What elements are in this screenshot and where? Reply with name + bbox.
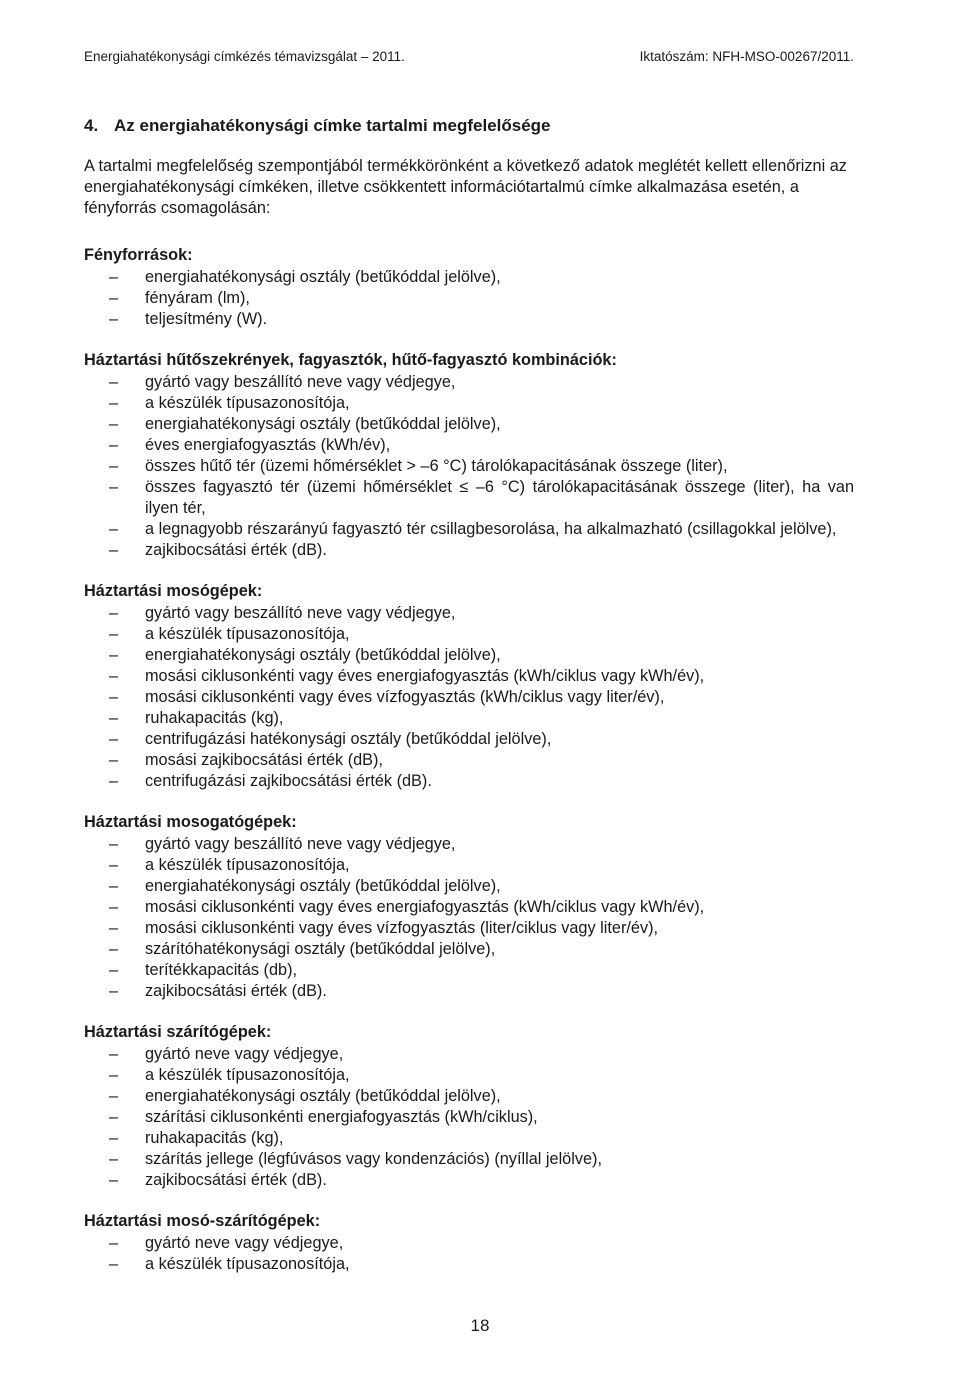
- dash-bullet: –: [109, 709, 119, 727]
- list-item-text: gyártó vagy beszállító neve vagy védjegye,: [145, 604, 456, 622]
- list-item-text: gyártó vagy beszállító neve vagy védjegye,: [145, 373, 456, 391]
- product-group: [84, 350, 854, 561]
- list-item: [84, 414, 854, 435]
- list-item: [84, 267, 854, 288]
- list-item: [84, 1254, 854, 1275]
- list-item: [84, 624, 854, 645]
- dash-bullet: –: [109, 625, 119, 643]
- list-item: [84, 750, 854, 771]
- dash-bullet: –: [109, 751, 119, 769]
- list-item-text: fényáram (lm),: [145, 289, 250, 307]
- group-title: Háztartási hűtőszekrények, fagyasztók, hűtő-fagyasztó kombinációk:: [84, 351, 617, 369]
- list-item-text: mosási zajkibocsátási érték (dB),: [145, 751, 383, 769]
- dash-bullet: –: [109, 268, 119, 286]
- intro-paragraph: A tartalmi megfelelőség szempontjából termékkörönként a következő adatok meglétét kellett ellenőrizni az energiahatékonysági címkéken, illetve csökkentett információtartalmú címke alkalmazása esetén, a fényforrás csomagolásán:: [84, 157, 847, 217]
- group-item-list: [84, 603, 854, 792]
- dash-bullet: –: [109, 1255, 119, 1273]
- dash-bullet: –: [109, 856, 119, 874]
- group-title: Háztartási szárítógépek:: [84, 1023, 272, 1041]
- dash-bullet: –: [109, 1150, 119, 1168]
- dash-bullet: –: [109, 940, 119, 958]
- section-number: 4.: [84, 116, 99, 135]
- list-item-text: szárítás jellege (légfúvásos vagy kondenzációs) (nyíllal jelölve),: [145, 1150, 602, 1168]
- list-item: [84, 666, 854, 687]
- requirement-groups: [84, 245, 854, 1275]
- page-header: [84, 49, 854, 64]
- group-title: Háztartási mosogatógépek:: [84, 813, 297, 831]
- list-item: [84, 960, 854, 981]
- dash-bullet: –: [109, 1171, 119, 1189]
- list-item: [84, 1065, 854, 1086]
- list-item: [84, 435, 854, 456]
- dash-bullet: –: [109, 961, 119, 979]
- list-item: [84, 855, 854, 876]
- list-item: [84, 288, 854, 309]
- product-group: [84, 812, 854, 1002]
- list-item: [84, 372, 854, 393]
- list-item: [84, 309, 854, 330]
- page-number: 18: [470, 1316, 490, 1335]
- list-item: [84, 1170, 854, 1191]
- list-item: [84, 1233, 854, 1254]
- dash-bullet: –: [109, 982, 119, 1000]
- list-item: [84, 1044, 854, 1065]
- header-reference-number: Iktatószám: NFH-MSO-00267/2011.: [639, 49, 854, 64]
- group-title: Háztartási mosó-szárítógépek:: [84, 1212, 321, 1230]
- dash-bullet: –: [109, 877, 119, 895]
- group-item-list: [84, 834, 854, 1002]
- list-item-text: a készülék típusazonosítója,: [145, 625, 350, 643]
- list-item: [84, 687, 854, 708]
- list-item-text: a készülék típusazonosítója,: [145, 1066, 350, 1084]
- list-item-text: a készülék típusazonosítója,: [145, 1255, 350, 1273]
- dash-bullet: –: [109, 1108, 119, 1126]
- list-item: [84, 771, 854, 792]
- list-item: [84, 393, 854, 414]
- dash-bullet: –: [109, 541, 119, 559]
- list-item: [84, 1086, 854, 1107]
- list-item: [84, 834, 854, 855]
- list-item: [84, 456, 854, 477]
- section-heading: [84, 116, 854, 136]
- product-group: [84, 245, 854, 330]
- list-item: [84, 477, 854, 519]
- list-item: [84, 981, 854, 1002]
- dash-bullet: –: [109, 646, 119, 664]
- list-item: [84, 1107, 854, 1128]
- list-item-text: a legnagyobb részarányú fagyasztó tér csillagbesorolása, ha alkalmazható (csillagokkal jelölve),: [145, 520, 837, 538]
- list-item: [84, 939, 854, 960]
- dash-bullet: –: [109, 604, 119, 622]
- dash-bullet: –: [109, 436, 119, 454]
- dash-bullet: –: [109, 1129, 119, 1147]
- list-item-text: a készülék típusazonosítója,: [145, 394, 350, 412]
- list-item-text: mosási ciklusonkénti vagy éves energiafogyasztás (kWh/ciklus vagy kWh/év),: [145, 667, 705, 685]
- dash-bullet: –: [109, 373, 119, 391]
- list-item: [84, 540, 854, 561]
- product-group: [84, 1211, 854, 1275]
- list-item: [84, 603, 854, 624]
- dash-bullet: –: [109, 1045, 119, 1063]
- dash-bullet: –: [109, 457, 119, 475]
- product-group: [84, 1022, 854, 1191]
- dash-bullet: –: [109, 1066, 119, 1084]
- dash-bullet: –: [109, 310, 119, 328]
- dash-bullet: –: [109, 520, 119, 538]
- list-item-text: gyártó neve vagy védjegye,: [145, 1045, 344, 1063]
- dash-bullet: –: [109, 730, 119, 748]
- list-item-text: centrifugázási hatékonysági osztály (betűkóddal jelölve),: [145, 730, 552, 748]
- list-item: [84, 1149, 854, 1170]
- list-item-text: mosási ciklusonkénti vagy éves energiafogyasztás (kWh/ciklus vagy kWh/év),: [145, 898, 705, 916]
- list-item-text: energiahatékonysági osztály (betűkóddal jelölve),: [145, 877, 501, 895]
- dash-bullet: –: [109, 1087, 119, 1105]
- list-item: [84, 1128, 854, 1149]
- list-item: [84, 876, 854, 897]
- list-item-text: zajkibocsátási érték (dB).: [145, 982, 327, 1000]
- dash-bullet: –: [109, 1234, 119, 1252]
- dash-bullet: –: [109, 772, 119, 790]
- dash-bullet: –: [109, 415, 119, 433]
- list-item-text: energiahatékonysági osztály (betűkóddal jelölve),: [145, 646, 501, 664]
- dash-bullet: –: [109, 667, 119, 685]
- list-item: [84, 519, 854, 540]
- list-item: [84, 918, 854, 939]
- list-item-text: gyártó neve vagy védjegye,: [145, 1234, 344, 1252]
- dash-bullet: –: [109, 919, 119, 937]
- list-item-text: mosási ciklusonkénti vagy éves vízfogyasztás (liter/ciklus vagy liter/év),: [145, 919, 659, 937]
- dash-bullet: –: [109, 394, 119, 412]
- list-item: [84, 897, 854, 918]
- page-content: [84, 116, 854, 1295]
- list-item-text: szárítási ciklusonkénti energiafogyasztás (kWh/ciklus),: [145, 1108, 538, 1126]
- dash-bullet: –: [109, 688, 119, 706]
- list-item-text: mosási ciklusonkénti vagy éves vízfogyasztás (kWh/ciklus vagy liter/év),: [145, 688, 665, 706]
- dash-bullet: –: [109, 289, 119, 307]
- dash-bullet: –: [109, 478, 119, 496]
- list-item-text: gyártó vagy beszállító neve vagy védjegye,: [145, 835, 456, 853]
- list-item-text: energiahatékonysági osztály (betűkóddal jelölve),: [145, 268, 501, 286]
- list-item-text: energiahatékonysági osztály (betűkóddal jelölve),: [145, 415, 501, 433]
- group-title: Háztartási mosógépek:: [84, 582, 263, 600]
- section-title: Az energiahatékonysági címke tartalmi megfelelősége: [114, 116, 551, 135]
- list-item-text: teljesítmény (W).: [145, 310, 268, 328]
- list-item-text: centrifugázási zajkibocsátási érték (dB).: [145, 772, 432, 790]
- list-item-text: zajkibocsátási érték (dB).: [145, 541, 327, 559]
- group-item-list: [84, 1233, 854, 1275]
- list-item-text: a készülék típusazonosítója,: [145, 856, 350, 874]
- list-item-text: összes hűtő tér (üzemi hőmérséklet > –6 °C) tárolókapacitásának összege (liter),: [145, 457, 728, 475]
- header-document-title: Energiahatékonysági címkézés témavizsgálat – 2011.: [84, 49, 405, 64]
- list-item: [84, 729, 854, 750]
- dash-bullet: –: [109, 835, 119, 853]
- group-item-list: [84, 267, 854, 330]
- list-item-text: szárítóhatékonysági osztály (betűkóddal jelölve),: [145, 940, 496, 958]
- list-item-text: zajkibocsátási érték (dB).: [145, 1171, 327, 1189]
- list-item-text: összes fagyasztó tér (üzemi hőmérséklet ≤ –6 °C) tárolókapacitásának összege (liter), ha van ilyen tér,: [145, 478, 854, 517]
- list-item-text: energiahatékonysági osztály (betűkóddal jelölve),: [145, 1087, 501, 1105]
- list-item-text: ruhakapacitás (kg),: [145, 1129, 284, 1147]
- list-item-text: terítékkapacitás (db),: [145, 961, 298, 979]
- product-group: [84, 581, 854, 792]
- group-item-list: [84, 1044, 854, 1191]
- dash-bullet: –: [109, 898, 119, 916]
- group-title: Fényforrások:: [84, 246, 193, 264]
- list-item-text: ruhakapacitás (kg),: [145, 709, 284, 727]
- list-item: [84, 645, 854, 666]
- list-item: [84, 708, 854, 729]
- list-item-text: éves energiafogyasztás (kWh/év),: [145, 436, 391, 454]
- group-item-list: [84, 372, 854, 561]
